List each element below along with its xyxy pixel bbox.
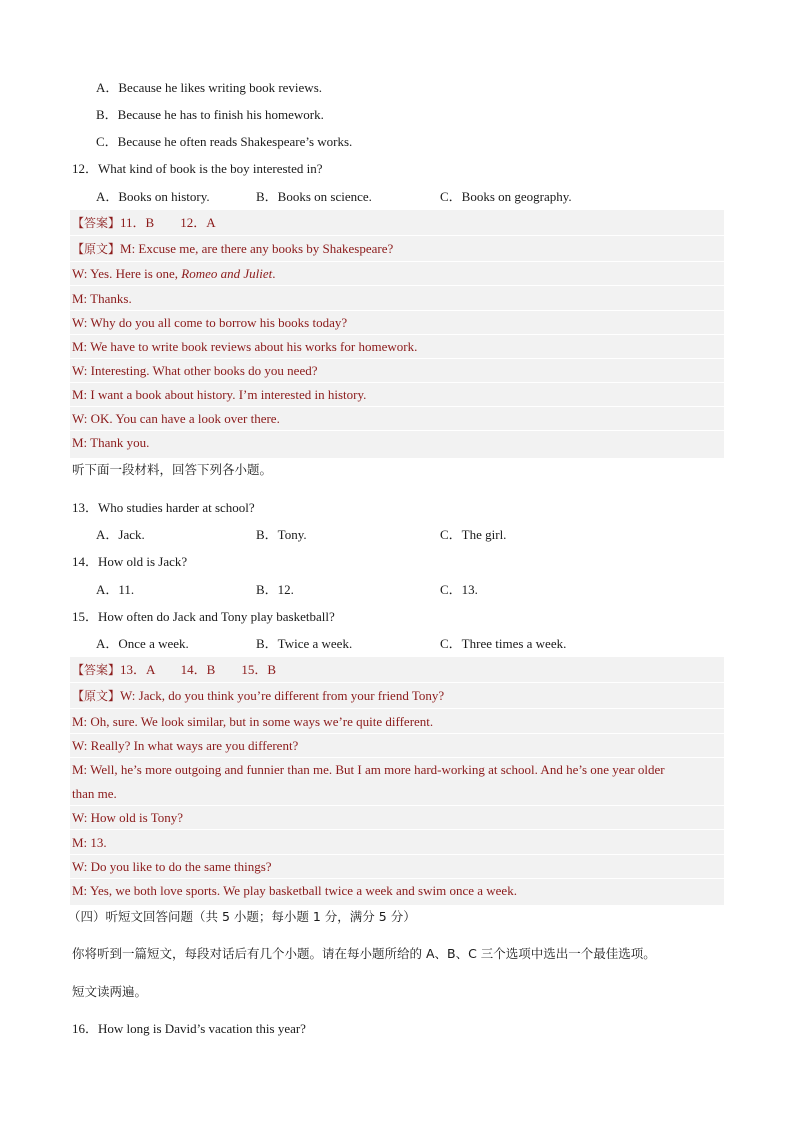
- q14-question: 14．How old is Jack?: [72, 554, 188, 569]
- transcript-line: M: Yes, we both love sports. We play basketball twice a week and swim once a week.: [70, 879, 724, 906]
- q15-option-b: B．Twice a week.: [256, 636, 353, 651]
- q12-question: 12．What kind of book is the boy interested in?: [72, 161, 323, 176]
- transcript-line: M: Well, he’s more outgoing and funnier than me. But I am more hard-working at school. And he’s one year older: [72, 762, 665, 777]
- repeat-note: 短文读两遍。: [72, 984, 148, 999]
- transcript-text: .: [272, 266, 276, 281]
- transcript-text: W: Yes. Here is one,: [72, 266, 182, 281]
- q12-option-c: C．Books on geography.: [440, 189, 572, 204]
- q11-option-a: A．Because he likes writing book reviews.: [96, 80, 323, 95]
- q15-question: 15．How often do Jack and Tony play basketball?: [72, 609, 335, 624]
- original-tag: 【原文】: [72, 689, 121, 703]
- q13-option-c: C．The girl.: [440, 527, 507, 542]
- q13-option-a: A．Jack.: [96, 527, 145, 542]
- answer-line-2: [70, 657, 724, 683]
- book-title: Romeo and Juliet: [181, 266, 273, 281]
- transcript-line: W: Interesting. What other books do you need?: [70, 359, 724, 383]
- original-tag: 【原文】: [72, 242, 121, 256]
- transcript-line: M: Thanks.: [70, 286, 724, 311]
- transcript-line: W: How old is Tony?: [70, 806, 724, 830]
- transcript-line: W: Really? In what ways are you different?: [70, 734, 724, 758]
- answer-tag: 【答案】: [72, 663, 121, 677]
- q15-option-c: C．Three times a week.: [440, 636, 567, 651]
- transcript-line: M: I want a book about history. I’m interested in history.: [70, 383, 724, 407]
- transcript-text: W: Jack, do you think you’re different from your friend Tony?: [120, 688, 445, 703]
- answer-tag: 【答案】: [72, 216, 121, 230]
- transcript-line: [70, 262, 724, 286]
- transcript-line: M: Thank you.: [70, 431, 724, 459]
- transcript-line: M: 13.: [70, 830, 724, 855]
- q16-question: 16．How long is David’s vacation this year?: [72, 1021, 306, 1036]
- q14-option-c: C．13.: [440, 582, 478, 597]
- transcript-line: W: Why do you all come to borrow his books today?: [70, 311, 724, 335]
- q13-question: 13．Who studies harder at school?: [72, 500, 255, 515]
- q12-option-a: A．Books on history.: [96, 189, 210, 204]
- transcript-text: M: Excuse me, are there any books by Shakespeare?: [120, 241, 394, 256]
- q11-option-b: B．Because he has to finish his homework.: [96, 107, 324, 122]
- q11-option-c: C．Because he often reads Shakespeare’s works.: [96, 134, 353, 149]
- section-instruction: 你将听到一篇短文，每段对话后有几个小题。请在每小题所给的 A、B、C 三个选项中选出一个最佳选项。: [72, 946, 656, 961]
- listening-instruction: 听下面一段材料，回答下列各小题。: [72, 462, 273, 477]
- q15-option-a: A．Once a week.: [96, 636, 189, 651]
- q14-option-a: A．11.: [96, 582, 135, 597]
- transcript-line: [70, 236, 724, 262]
- answer-line-1: [70, 210, 724, 236]
- transcript-line: W: OK. You can have a look over there.: [70, 407, 724, 431]
- section-heading: （四）听短文回答问题（共 5 小题；每小题 1 分，满分 5 分）: [68, 909, 416, 924]
- transcript-line: [70, 683, 724, 709]
- transcript-line: W: Do you like to do the same things?: [70, 855, 724, 879]
- q12-option-b: B．Books on science.: [256, 189, 372, 204]
- answer-text: 13．A 14．B 15．B: [120, 662, 277, 677]
- answer-text: 11．B 12．A: [120, 215, 216, 230]
- transcript-line: M: We have to write book reviews about his works for homework.: [70, 335, 724, 359]
- q13-option-b: B．Tony.: [256, 527, 307, 542]
- transcript-line: M: Oh, sure. We look similar, but in some ways we’re quite different.: [70, 709, 724, 734]
- q14-option-b: B．12.: [256, 582, 294, 597]
- transcript-line: than me.: [70, 782, 724, 806]
